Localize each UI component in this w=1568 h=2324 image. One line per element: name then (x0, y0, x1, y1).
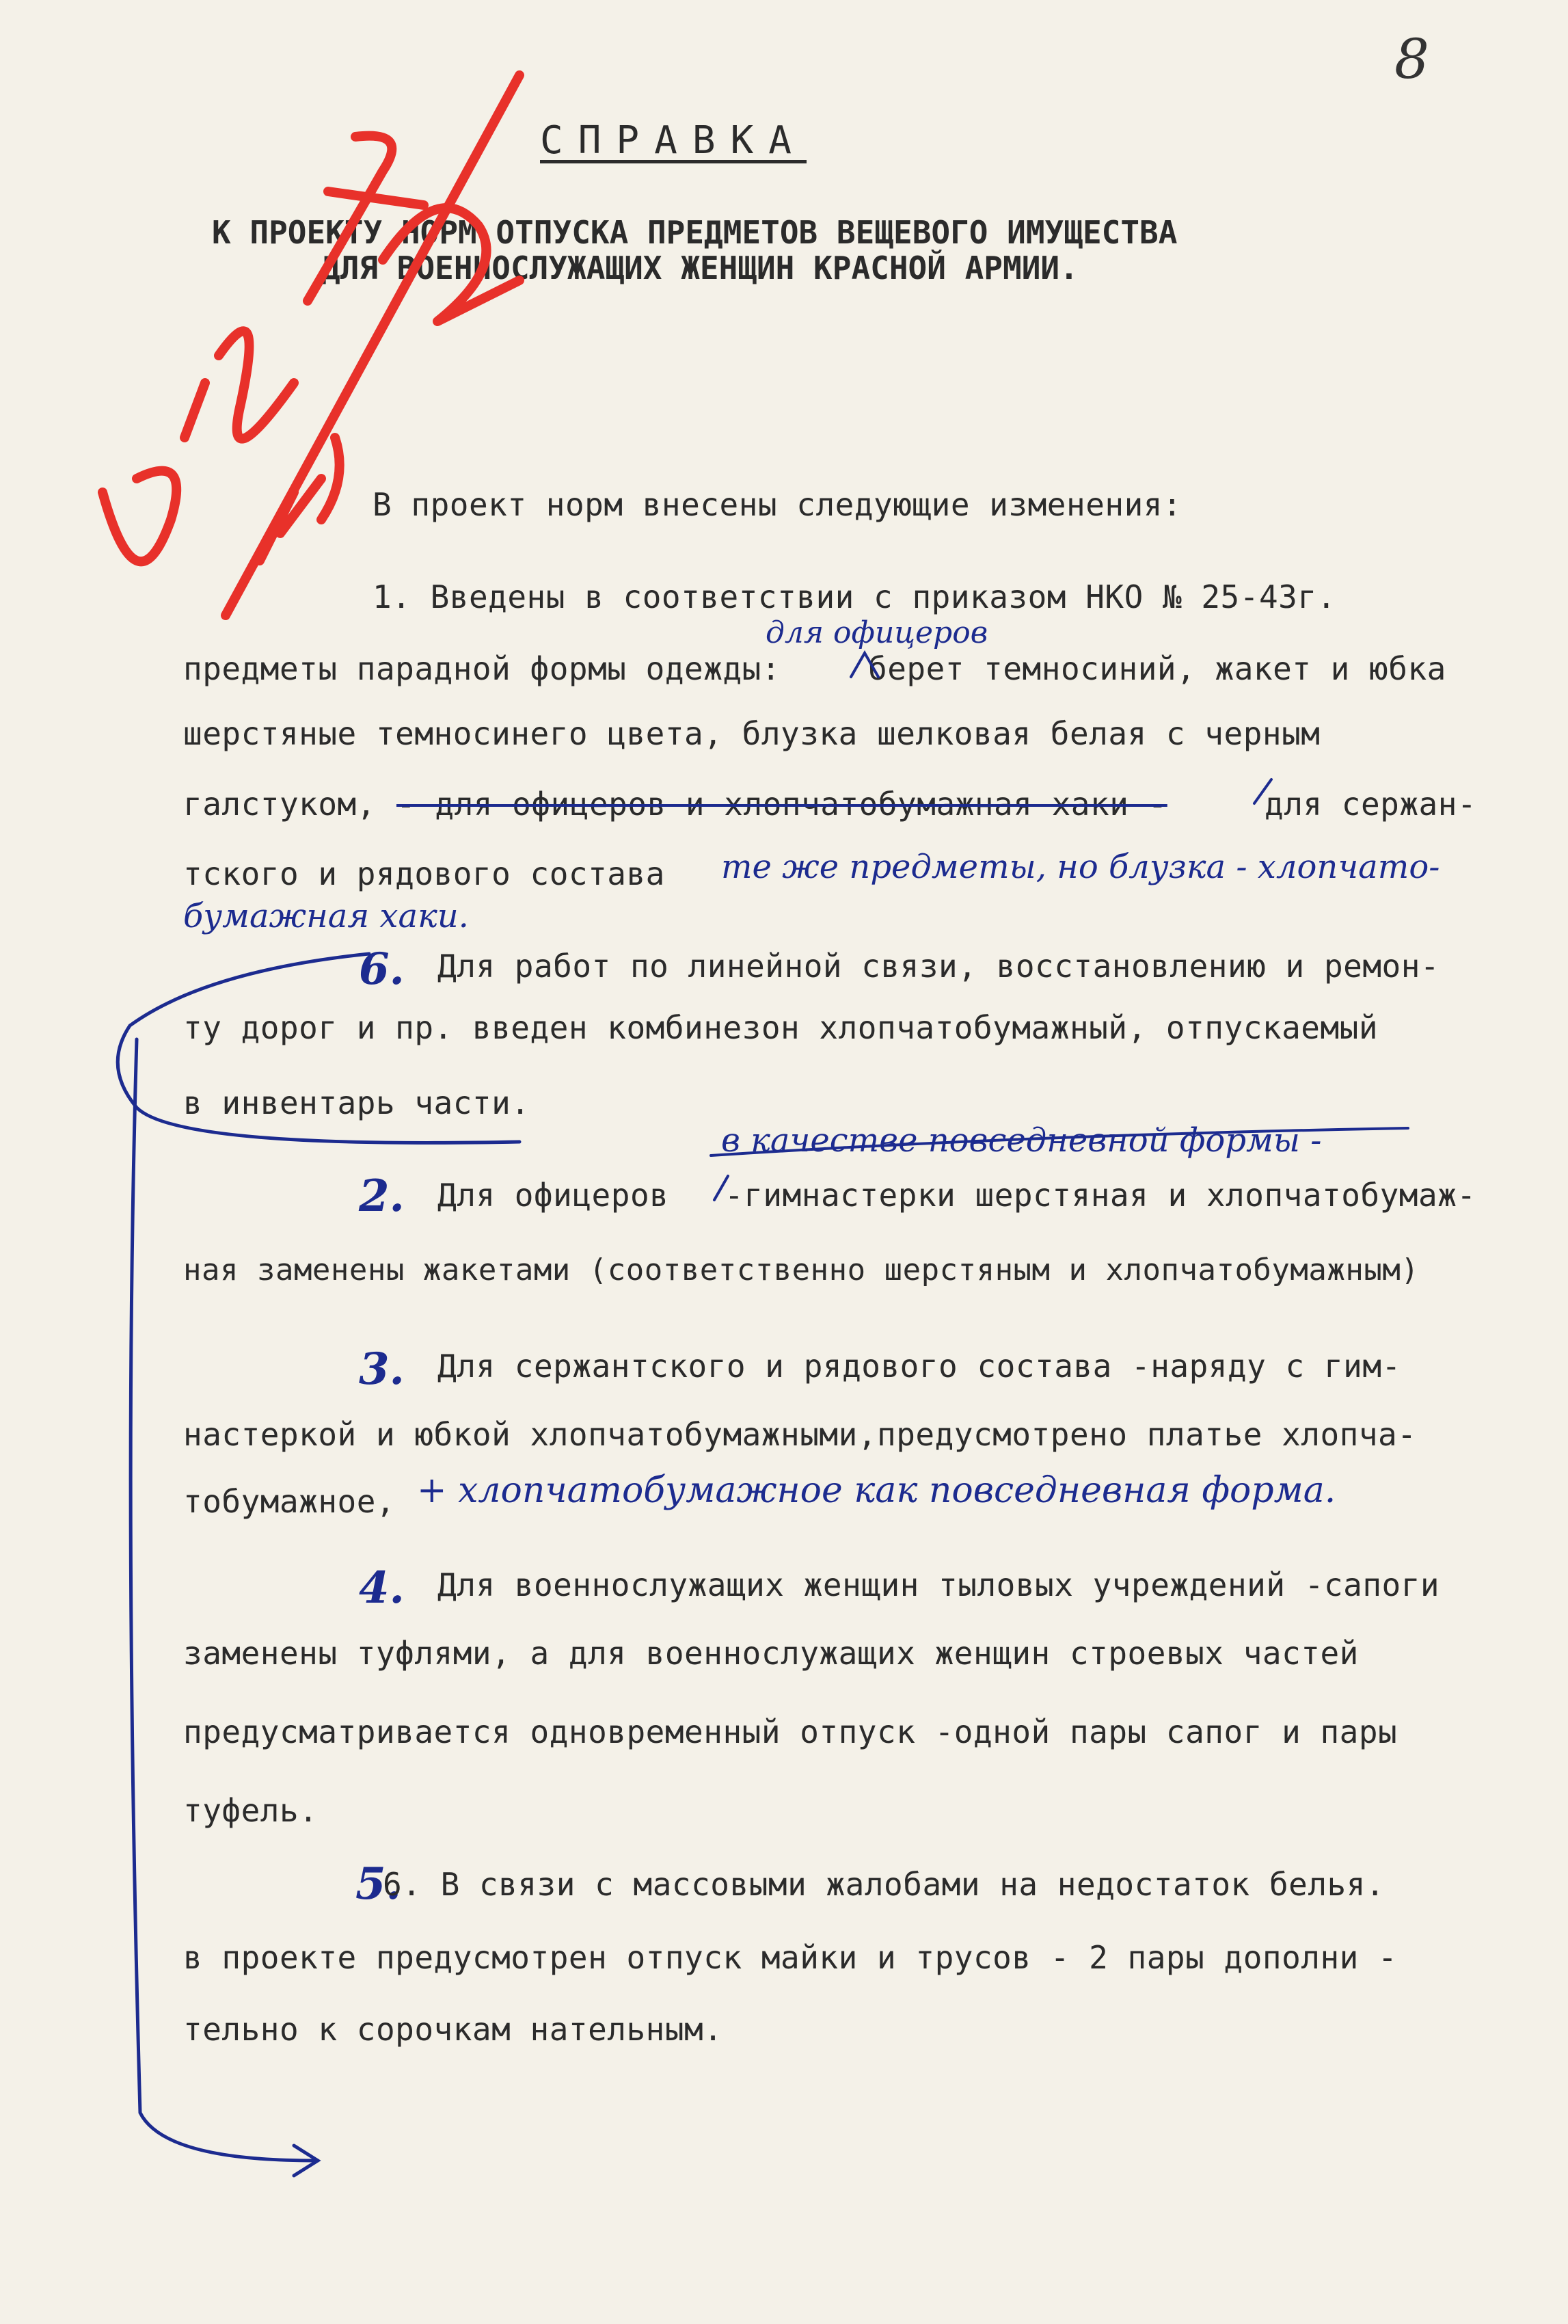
p1-line-3: шерстяные темносинего цвета, блузка шелковая белая с черным (183, 715, 1321, 752)
p5-line-4: туфель. (183, 1792, 319, 1829)
intro-line: В проект норм внесены следующие изменения: (373, 486, 1182, 523)
bracket-vertical (131, 1039, 314, 2161)
red-letters-3 (383, 208, 519, 321)
p2-number: 6. (359, 944, 405, 995)
p2-line-2: ту дорог и пр. введен комбинезон хлопчатобумажный, отпускаемый (183, 1009, 1379, 1046)
p4-number: 3. (359, 1344, 405, 1395)
p6-number: 5. (355, 1858, 401, 1910)
p3-line-1b: -гимнастерки шерстяная и хлопчатобумаж- (725, 1177, 1476, 1214)
p2-line-1: Для работ по линейной связи, восстановлению и ремон- (437, 948, 1440, 985)
p5-line-2: заменены туфлями, а для военнослужащих женщин строевых частей (183, 1635, 1359, 1672)
p1-line-2b: берет темносиний, жакет и юбка (868, 650, 1446, 687)
caret-1 (851, 653, 878, 677)
red-letters-1 (185, 331, 294, 438)
p1-line-4-struck: - для офицеров и хлопчатобумажная хаки - (396, 786, 1167, 823)
p1-line-4b: для сержан- (1265, 786, 1477, 823)
p3-line-1a: Для офицеров (437, 1177, 669, 1214)
blue-carets (711, 653, 1408, 1200)
subtitle-line-1: К ПРОЕКТУ НОРМ ОТПУСКА ПРЕДМЕТОВ ВЕЩЕВОГО ИМУЩЕСТВА (212, 214, 1178, 251)
p3-line-2: ная заменены жакетами (соответственно шерстяным и хлопчатобумажным) (183, 1253, 1420, 1287)
red-d-letter (103, 471, 176, 562)
p3-number: 2. (359, 1171, 405, 1222)
p6-line-2: в проекте предусмотрен отпуск майки и трусов - 2 пары дополни - (183, 1939, 1398, 1976)
underline-hand-above-3 (711, 1128, 1408, 1156)
caret-2 (1254, 779, 1271, 803)
p1-line-2: предметы парадной формы одежды: (183, 650, 781, 687)
p1-hand-cont-1: те же предметы, но блузка - хлопчато- (721, 848, 1440, 886)
p4-hand: + хлопчатобумажное как повседневная форма. (417, 1470, 1336, 1511)
red-pencil-marks (103, 75, 519, 615)
p2-line-3: в инвентарь части. (183, 1084, 530, 1121)
p4-line-1: Для сержантского и рядового состава -наряду с гим- (437, 1348, 1401, 1385)
blue-bracket-arrow (118, 954, 519, 2176)
p4-line-3: тобумажное, (183, 1483, 396, 1520)
subtitle-line-2: ДЛЯ ВОЕННОСЛУЖАЩИХ ЖЕНЩИН КРАСНОЙ АРМИИ. (321, 250, 1079, 286)
red-letters-4 (260, 438, 340, 561)
p3-hand-above: в качестве повседневной формы - (721, 1121, 1322, 1160)
document-title: СПРАВКА (540, 118, 807, 163)
page-number: 8 (1394, 27, 1429, 91)
p5-line-3: предусматривается одновременный отпуск -одной пары сапог и пары (183, 1713, 1398, 1750)
p5-number: 4. (359, 1562, 405, 1614)
p1-line-5: тского и рядового состава (183, 855, 665, 892)
p1-hand-cont-2: бумажная хаки. (183, 897, 469, 935)
p1-hand-above: для офицеров (766, 615, 988, 650)
p6-line-3: тельно к сорочкам нательным. (183, 2011, 723, 2048)
p1-line-1: 1. Введены в соответствии с приказом НКО № 25-43г. (373, 578, 1336, 615)
bracket-curve (118, 954, 519, 1143)
p5-line-1: Для военнослужащих женщин тыловых учреждений -сапоги (437, 1566, 1440, 1603)
p1-line-4a: галстуком, (183, 786, 376, 823)
p6-line-1: 6. В связи с массовыми жалобами на недостаток белья. (383, 1866, 1385, 1903)
caret-3 (714, 1176, 728, 1200)
p4-line-2: настеркой и юбкой хлопчатобумажными,предусмотрено платье хлопча- (183, 1416, 1417, 1453)
